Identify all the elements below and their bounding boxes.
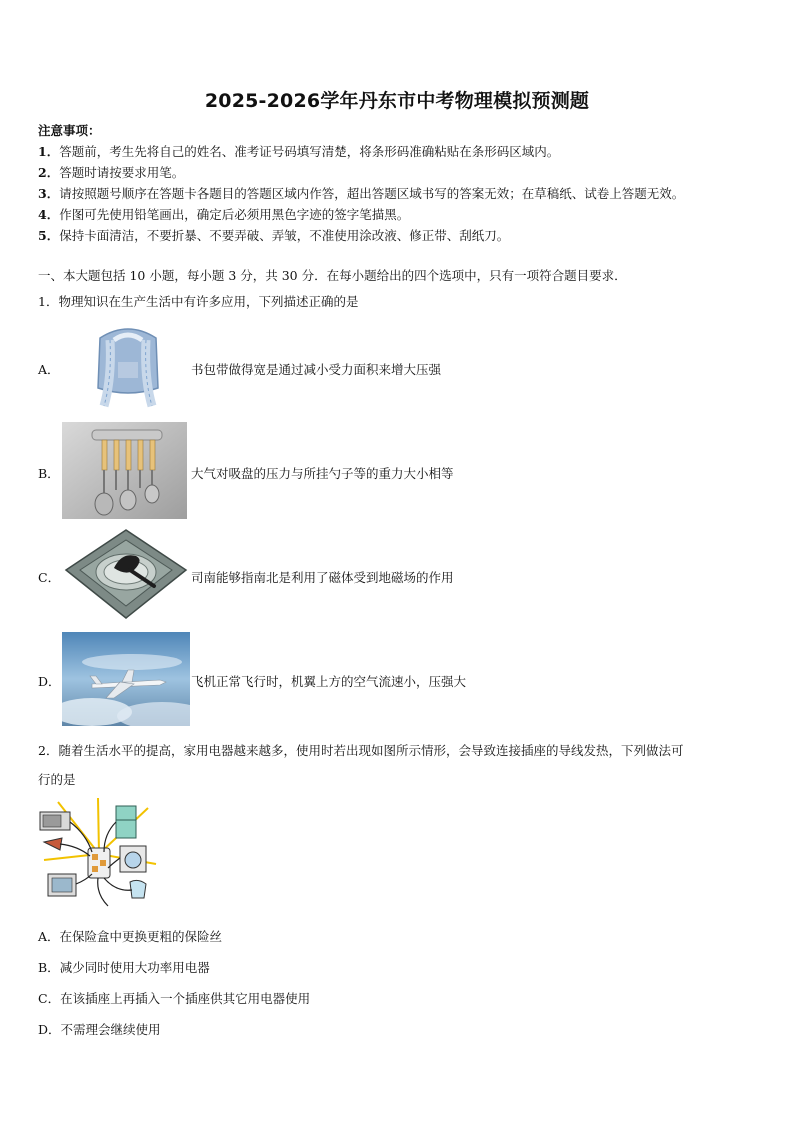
notice-item-text: 答题前，考生先将自己的姓名、准考证号码填写清楚，将条形码准确粘贴在条形码区域内。 [59, 144, 560, 159]
option-d-letter: D． [38, 674, 61, 689]
option-b-letter: B． [38, 466, 60, 481]
notice-item-text: 请按照题号顺序在答题卡各题目的答题区域内作答，超出答题区域书写的答案无效；在草稿纸、试卷上答题无效。 [59, 186, 685, 201]
suction-hooks-image [62, 422, 187, 519]
notice-item [38, 205, 409, 223]
question-2-stem: 2．随着生活水平的提高，家用电器越来越多，使用时若出现如图所示情形，会导致连接插座的导线发热，下列做法可 [38, 743, 684, 758]
q2-option-a-letter: A． [38, 929, 60, 944]
option-d-text: 飞机正常飞行时，机翼上方的空气流速小，压强大 [191, 674, 467, 689]
notice-heading: 注意事项： [38, 123, 101, 138]
notice-item [38, 142, 559, 160]
option-a-text: 书包带做得宽是通过减小受力面积来增大压强 [191, 362, 442, 377]
notice-item-number: 2． [38, 165, 60, 180]
section-heading: 一、本大题包括 10 小题，每小题 3 分，共 30 分．在每小题给出的四个选项中，只有一项符合题目要求． [38, 268, 627, 283]
backpack-image [78, 318, 178, 414]
page-title: 2025-2026学年丹东市中考物理模拟预测题 [204, 90, 590, 112]
option-c-letter: C． [38, 570, 61, 585]
notice-item [38, 184, 684, 202]
notice-item-number: 4． [38, 207, 60, 222]
notice-item-number: 1． [38, 144, 60, 159]
option-b-text: 大气对吸盘的压力与所挂勺子等的重力大小相等 [191, 466, 454, 481]
q2-option-c-letter: C． [38, 991, 61, 1006]
airplane-image [62, 632, 190, 726]
q2-option-a [38, 927, 222, 945]
notice-item-text: 答题时请按要求用笔。 [59, 165, 185, 180]
question-1-stem: 1．物理知识在生产生活中有许多应用，下列描述正确的是 [38, 294, 359, 309]
q2-option-b-text: 减少同时使用大功率用电器 [59, 960, 210, 975]
q2-option-c-text: 在该插座上再插入一个插座供其它用电器使用 [60, 991, 311, 1006]
q2-option-c [38, 989, 310, 1007]
notice-item-number: 3． [38, 186, 60, 201]
q2-option-d [38, 1020, 161, 1038]
notice-item [38, 163, 184, 181]
option-c-text: 司南能够指南北是利用了磁体受到地磁场的作用 [191, 570, 454, 585]
notice-item [38, 226, 509, 244]
overloaded-socket-image [38, 794, 160, 910]
q2-option-d-text: 不需理会继续使用 [60, 1022, 161, 1037]
sinan-compass-image [62, 526, 190, 622]
notice-item-text: 作图可先使用铅笔画出，确定后必须用黑色字迹的签字笔描黑。 [59, 207, 410, 222]
option-a-letter: A． [38, 362, 60, 377]
q2-option-b-letter: B． [38, 960, 60, 975]
question-2-stem-continued: 行的是 [38, 772, 76, 787]
q2-option-d-letter: D． [38, 1022, 61, 1037]
q2-option-a-text: 在保险盒中更换更粗的保险丝 [59, 929, 223, 944]
q2-option-b [38, 958, 210, 976]
notice-item-number: 5． [38, 228, 60, 243]
notice-item-text: 保持卡面清洁，不要折暴、不要弄破、弄皱，不准使用涂改液、修正带、刮纸刀。 [59, 228, 510, 243]
